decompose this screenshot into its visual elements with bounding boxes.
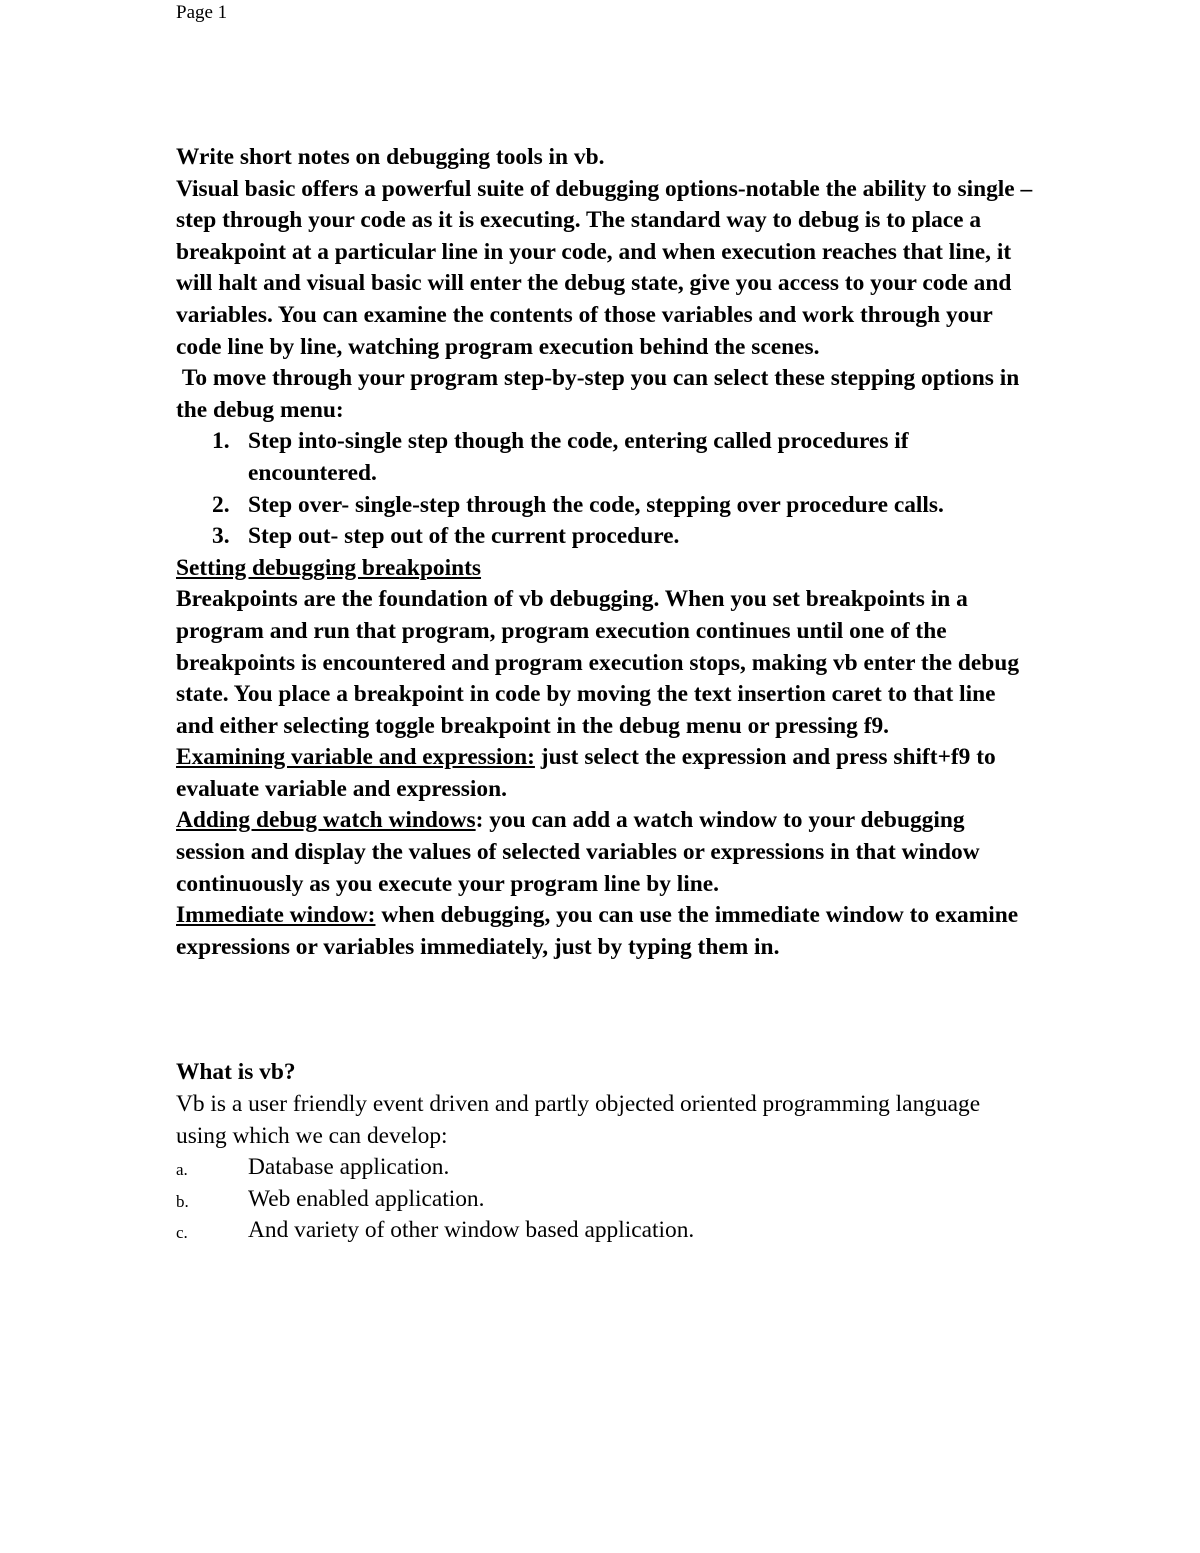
list-item: Step out- step out of the current procedure. (248, 523, 680, 550)
list-marker: c. (176, 1223, 188, 1243)
watch-heading: Adding debug watch windows (176, 807, 476, 834)
watch-paragraph (176, 805, 1036, 900)
stepping-intro-paragraph: To move through your program step-by-step you can select these stepping options in the debug menu: (176, 365, 1026, 423)
list-marker: a. (176, 1160, 188, 1180)
application-types-list (176, 1152, 1036, 1247)
section-spacer (176, 963, 1036, 1057)
examining-paragraph (176, 742, 1036, 805)
list-item-text: Web enabled application. (248, 1185, 485, 1212)
page-number-header: Page 1 (176, 2, 228, 23)
list-item: Step over- single-step through the code, stepping over procedure calls. (248, 491, 944, 518)
document-body (176, 142, 1036, 1247)
debugging-intro-paragraph: Visual basic offers a powerful suite of debugging options-notable the ability to single – step through your code as it is executing. The standard way to debug is to place a breakpoint at a particular line in your code, and when execution reaches that line, it will halt and visual basic will enter the debug state, give you access to your code and variables. You can examine the contents of those variables and work through your code line by line, watching program execution behind the scenes. (176, 175, 1033, 360)
what-is-vb-paragraph: Vb is a user friendly event driven and partly objected oriented programming language using which we can develop: (176, 1091, 981, 1149)
list-item (176, 1184, 1036, 1216)
list-item (176, 1215, 1036, 1247)
watch-text: : you can add a watch window to your debugging session and display the values of selected variables or expressions in that window continuously as you execute your program line by line. (176, 807, 980, 897)
section-title-what-is-vb: What is vb? (176, 1059, 296, 1086)
immediate-paragraph (176, 900, 1036, 963)
immediate-text: when debugging, you can use the immediate window to examine expressions or variables immediately, just by typing them in. (176, 902, 1019, 960)
breakpoints-heading: Setting debugging breakpoints (176, 554, 482, 581)
section-title-debugging: Write short notes on debugging tools in vb. (176, 144, 605, 170)
list-item (176, 1152, 1036, 1184)
list-item-text: Database application. (248, 1154, 450, 1181)
immediate-heading: Immediate window: (176, 902, 376, 929)
examining-text: just select the expression and press shift+f9 to evaluate variable and expression. (176, 744, 996, 802)
list-item-text: And variety of other window based application. (248, 1217, 695, 1244)
examining-heading: Examining variable and expression: (176, 744, 535, 771)
stepping-options-list (176, 426, 1036, 552)
list-marker: b. (176, 1191, 189, 1211)
list-item: Step into-single step though the code, entering called procedures if encountered. (248, 428, 909, 486)
breakpoints-paragraph: Breakpoints are the foundation of vb debugging. When you set breakpoints in a program and run that program, program execution continues until one of the breakpoints is encountered and program execution stops, making vb enter the debug state. You place a breakpoint in code by moving the text insertion caret to that line and either selecting toggle breakpoint in the debug menu or pressing f9. (176, 586, 1020, 739)
